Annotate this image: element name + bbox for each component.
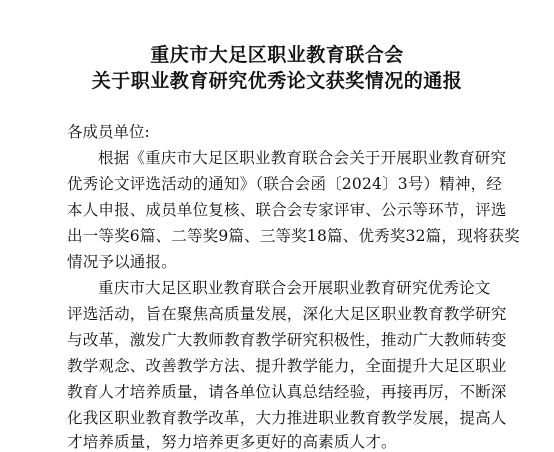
paragraph-2-line-5: 教育人才培养质量，请各单位认真总结经验，再接再厉，不断深 <box>67 383 507 401</box>
paragraph-2-line-7: 才培养质量，努力培养更多更好的高素质人才。 <box>67 433 397 451</box>
paragraph-1-line-1: 根据《重庆市大足区职业教育联合会关于开展职业教育研究 <box>98 149 507 167</box>
paragraph-1-line-4: 出一等奖6篇、二等奖9篇、三等奖18篇、优秀奖32篇，现将获奖 <box>67 227 520 245</box>
document-title-line-1: 重庆市大足区职业教育联合会 <box>150 44 404 66</box>
paragraph-2-line-2: 评选活动，旨在聚焦高质量发展，深化大足区职业教育教学研究 <box>67 305 507 323</box>
salutation: 各成员单位: <box>67 123 150 141</box>
paragraph-2-line-1: 重庆市大足区职业教育联合会开展职业教育研究优秀论文 <box>98 279 491 297</box>
paragraph-2-line-6: 化我区职业教育教学改革，大力推进职业教育教学发展，提高人 <box>67 409 507 427</box>
paragraph-2-line-3: 与改革，激发广大教师教育教学研究积极性，推动广大教师转变 <box>67 331 507 349</box>
paragraph-1-line-2: 优秀论文评选活动的通知》（联合会函〔2024〕3号）精神，经 <box>67 175 503 193</box>
paragraph-1-line-5: 情况予以通报。 <box>67 253 177 271</box>
paragraph-1-line-3: 本人申报、成员单位复核、联合会专家评审、公示等环节，评选 <box>67 201 507 219</box>
document-title-line-2: 关于职业教育研究优秀论文获奖情况的通报 <box>91 70 463 92</box>
paragraph-2-line-4: 教学观念、改善教学方法、提升教学能力，全面提升大足区职业 <box>67 357 507 375</box>
